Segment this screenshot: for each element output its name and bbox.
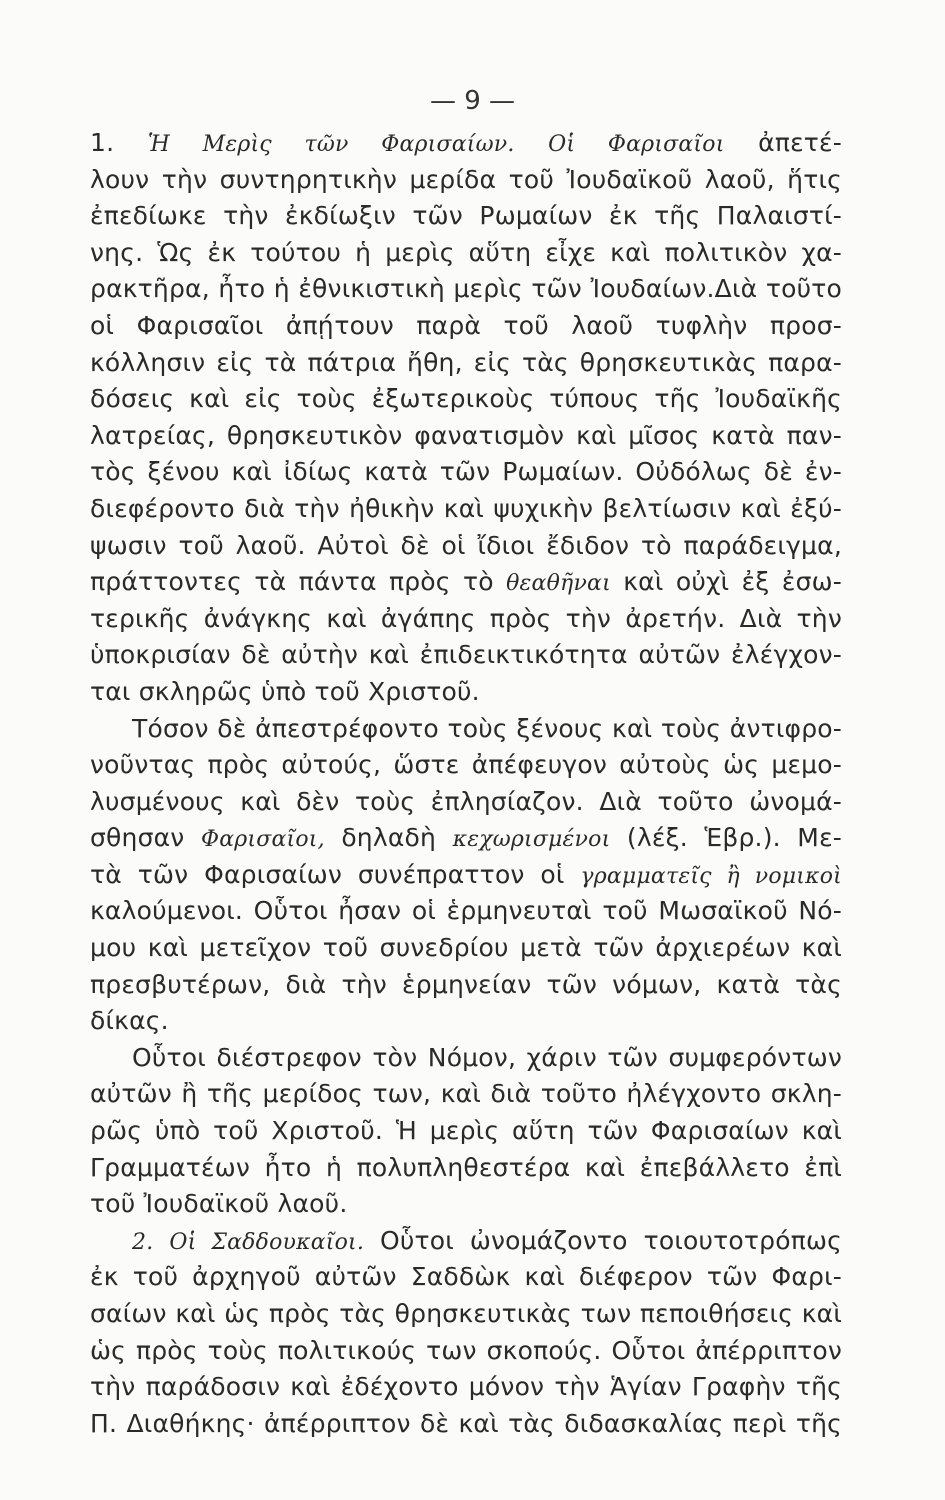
text-line: δόσεις καὶ εἰς τοὺς ἐξωτερικοὺς τύπους τῆς Ἰουδαϊκῆς: [90, 384, 842, 414]
text-line: [90, 564, 842, 601]
section-2-heading-line: [90, 1223, 842, 1260]
text-line: πρεσβυτέρων, διὰ τὴν ἑρμηνείαν τῶν νόμων, κατὰ τὰς: [90, 969, 842, 999]
italic-term: θεαθῆναι: [506, 571, 611, 597]
text-line: καλούμενοι. Οὗτοι ἦσαν οἱ ἑρμηνευταὶ τοῦ Μωσαϊκοῦ Νό-: [90, 896, 842, 926]
section-number: 2.: [132, 1229, 154, 1255]
page-number: — 9 —: [429, 86, 516, 116]
text-line: ἐπεδίωκε τὴν ἐκδίωξιν τῶν Ρωμαίων ἐκ τῆς Παλαιστί-: [90, 201, 842, 231]
text-line: νοῦντας πρὸς αὐτούς, ὥστε ἀπέφευγον αὐτοὺς ὡς μεμο-: [90, 750, 842, 780]
section-1-heading-line: [90, 125, 842, 162]
text-line: ται σκληρῶς ὑπὸ τοῦ Χριστοῦ.: [90, 676, 480, 706]
text-fragment: δηλαδὴ: [341, 823, 437, 853]
italic-term: γραμματεῖς ἢ νομικοὶ: [580, 863, 842, 889]
text-line: [90, 857, 842, 894]
text-line: ρακτῆρα, ἦτο ἡ ἐθνικιστικὴ μερὶς τῶν Ἰουδαίων.Διὰ τοῦτο: [90, 274, 842, 304]
paragraph-start-line: Οὗτοι διέστρεφον τὸν Νόμον, χάριν τῶν συμφερόντων: [132, 1042, 842, 1072]
text-line: λυσμένους καὶ δὲν τοὺς ἐπλησίαζον. Διὰ τοῦτο ὠνομά-: [90, 786, 842, 816]
text-line: τὴν παράδοσιν καὶ ἐδέχοντο μόνον τὴν Ἁγίαν Γραφὴν τῆς: [90, 1372, 842, 1402]
text-fragment: ἀπετέ-: [758, 128, 842, 157]
text-fragment: πράττοντες τὰ πάντα πρὸς τὸ: [90, 567, 494, 597]
text-line: σαίων καὶ ὡς πρὸς τὰς θρησκευτικὰς των πεποιθήσεις καὶ: [90, 1299, 842, 1328]
text-line: Γραμματέων ἦτο ἡ πολυπληθεστέρα καὶ ἐπεβάλλετο ἐπὶ: [90, 1152, 842, 1182]
text-line: νης. Ὡς ἐκ τούτου ἡ μερὶς αὕτη εἶχε καὶ πολιτικὸν χα-: [90, 237, 842, 267]
italic-term: κεχωρισμένοι: [452, 827, 611, 853]
text-line: [90, 820, 842, 857]
section-title: Ἡ Μερὶς τῶν Φαρισαίων.: [147, 132, 515, 157]
text-fragment: καὶ οὐχὶ ἐξ ἐσω-: [623, 567, 842, 597]
text-line: τοῦ Ἰουδαϊκοῦ λαοῦ.: [90, 1189, 348, 1219]
text-fragment: (λέξ. Ἑβρ.). Με-: [626, 823, 842, 853]
text-line: ρῶς ὑπὸ τοῦ Χριστοῦ. Ἡ μερὶς αὕτη τῶν Φαρισαίων καὶ: [90, 1116, 842, 1146]
text-line: κόλλησιν εἰς τὰ πάτρια ἤθη, εἰς τὰς θρησκευτικὰς παρα-: [90, 347, 842, 377]
text-line: διεφέροντο διὰ τὴν ἠθικὴν καὶ ψυχικὴν βελτίωσιν καὶ ἐξύ-: [90, 493, 842, 523]
text-line: ψωσιν τοῦ λαοῦ. Αὐτοὶ δὲ οἱ ἴδιοι ἔδιδον τὸ παράδειγμα,: [90, 530, 842, 560]
text-line: ἐκ τοῦ ἀρχηγοῦ αὐτῶν Σαδδὼκ καὶ διέφερον τῶν Φαρι-: [90, 1262, 842, 1292]
text-line: Π. Διαθήκης· ἀπέρριπτον δὲ καὶ τὰς διδασκαλίας περὶ τῆς: [90, 1408, 842, 1438]
text-fragment: τὰ τῶν Φαρισαίων συνέπραττον οἱ: [90, 859, 565, 889]
italic-term: Φαρισαῖοι,: [200, 827, 325, 853]
text-line: μου καὶ μετεῖχον τοῦ συνεδρίου μετὰ τῶν ἀρχιερέων καὶ: [90, 933, 842, 963]
text-fragment: σθησαν: [90, 823, 185, 853]
text-line: τὸς ξένου καὶ ἰδίως κατὰ τῶν Ρωμαίων. Οὐδόλως δὲ ἐν-: [90, 457, 842, 487]
paragraph-start-line: Τόσον δὲ ἀπεστρέφοντο τοὺς ξένους καὶ τοὺς ἀντιφρο-: [132, 713, 842, 743]
italic-term: Οἱ Φαρισαῖοι: [548, 132, 725, 157]
text-line: αὐτῶν ἢ τῆς μερίδος των, καὶ διὰ τοῦτο ἠλέγχοντο σκλη-: [90, 1079, 842, 1109]
text-line: δίκας.: [90, 1006, 169, 1036]
text-line: οἱ Φαρισαῖοι ἀπῄτουν παρὰ τοῦ λαοῦ τυφλὴν προσ-: [90, 310, 842, 340]
text-line: ὡς πρὸς τοὺς πολιτικούς των σκοπούς. Οὗτοι ἀπέρριπτον: [90, 1335, 842, 1365]
text-line: ὑποκρισίαν δὲ αὐτὴν καὶ ἐπιδεικτικότητα αὐτῶν ἐλέγχον-: [90, 640, 842, 670]
text-line: λατρείας, θρησκευτικὸν φανατισμὸν καὶ μῖσος κατὰ παν-: [90, 420, 842, 450]
text-fragment: Οὗτοι ὠνομάζοντο τοιουτοτρόπως: [380, 1225, 842, 1255]
page-text: [90, 125, 842, 1442]
text-line: τερικῆς ἀνάγκης καὶ ἀγάπης πρὸς τὴν ἀρετήν. Διὰ τὴν: [90, 603, 842, 633]
text-line: λουν τὴν συντηρητικὴν μερίδα τοῦ Ἰουδαϊκοῦ λαοῦ, ἥτις: [90, 164, 842, 194]
section-number: 1.: [90, 128, 115, 157]
section-title: Οἱ Σαδδουκαῖοι.: [169, 1229, 365, 1255]
